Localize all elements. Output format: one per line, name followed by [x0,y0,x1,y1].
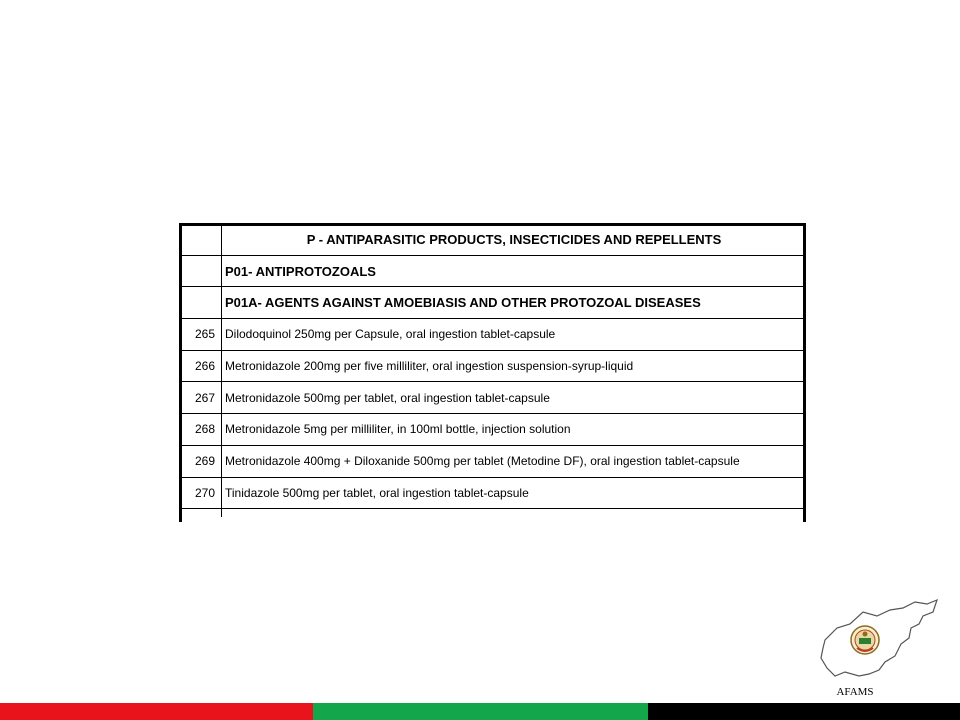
table-row [180,414,804,446]
section-heading: P01A- AGENTS AGAINST AMOEBIASIS AND OTHER PROTOZOAL DISEASES [222,287,804,319]
item-number: 268 [180,414,222,446]
medicine-table [179,223,804,517]
table-header-row [180,255,804,287]
item-number: 267 [180,382,222,414]
section-heading: P01- ANTIPROTOZOALS [222,255,804,287]
item-number: 270 [180,477,222,509]
number-cell [180,224,222,256]
table-header-row [180,287,804,319]
number-cell [180,509,222,517]
medicine-table-container [179,223,804,517]
number-cell [180,287,222,319]
item-description: Dilodoquinol 250mg per Capsule, oral ingestion tablet-capsule [222,319,804,351]
flag-color-bar [0,703,960,720]
description-cell [222,509,804,517]
logo-caption: AFAMS [836,686,874,698]
item-description: Metronidazole 200mg per five milliliter, oral ingestion suspension-syrup-liquid [222,350,804,382]
table-row [180,319,804,351]
table-row [180,350,804,382]
table-row [180,382,804,414]
section-heading: P - ANTIPARASITIC PRODUCTS, INSECTICIDES AND REPELLENTS [222,224,804,256]
flag-red-segment [0,703,313,720]
item-number: 266 [180,350,222,382]
afghanistan-map-emblem-icon [815,598,940,688]
number-cell [180,255,222,287]
item-description: Metronidazole 500mg per tablet, oral ingestion tablet-capsule [222,382,804,414]
table-row [180,445,804,477]
item-number: 269 [180,445,222,477]
flag-black-segment [648,703,960,720]
table-row [180,477,804,509]
table-row-partial [180,509,804,517]
item-description: Metronidazole 400mg + Diloxanide 500mg per tablet (Metodine DF), oral ingestion tablet-capsule [222,445,804,477]
item-number: 265 [180,319,222,351]
table-header-row [180,224,804,256]
item-description: Tinidazole 500mg per tablet, oral ingestion tablet-capsule [222,477,804,509]
flag-green-segment [313,703,648,720]
item-description: Metronidazole 5mg per milliliter, in 100ml bottle, injection solution [222,414,804,446]
